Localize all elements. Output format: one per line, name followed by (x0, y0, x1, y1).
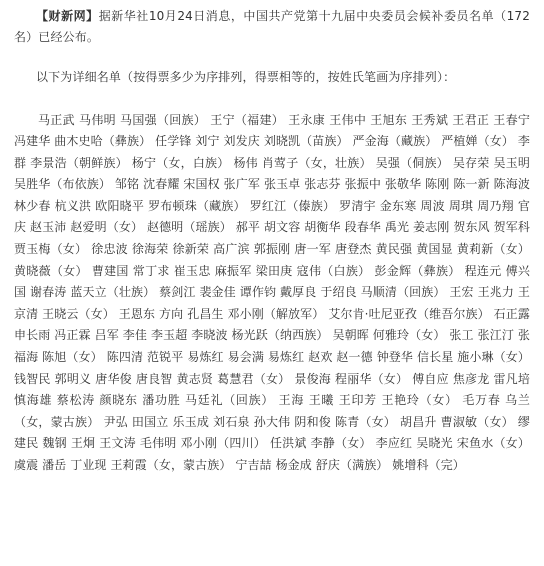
article-intro (14, 6, 530, 47)
intro-text: 据新华社10月24日消息，中国共产党第十九届中央委员会候补委员名单（172名）已经公布。 (14, 9, 530, 44)
source-tag: 【财新网】 (36, 9, 99, 23)
name-list: 马正武 马伟明 马国强（回族） 王宁（福建） 王永康 王伟中 王旭东 王秀斌 王君正 王春宁 冯建华 曲木史哈（彝族） 任学锋 刘宁 刘发庆 刘晓凯（苗族） 严金海（藏族） 严植婵（女） 李群 李景浩（朝鲜族） 杨宁（女，白族） 杨伟 肖莺子（女，壮族） 吴强（侗族） 吴存荣 吴玉明 吴胜华（布依族） 邹铭 沈春耀 宋国权 张广军 张玉卓 张志芬 张振中 张敬华 陈刚 陈一新 陈海波 林少春 杭义洪 欧阳晓平 罗布顿珠（藏族） 罗红江（傣族） 罗清宇 金东寒 周波 周琪 周乃翔 官庆 赵玉沛 赵爱明（女） 赵德明（瑶族） 郝平 胡文容 胡衡华 段春华 禹光 姜志刚 贺东风 贺军科 贾玉梅（女） 徐忠波 徐海荣 徐新荣 高广滨 郭振刚 唐一军 唐登杰 黄民强 黄国显 黄莉新（女） 黄晓薇（女） 曹建国 常丁求 崔玉忠 麻振军 梁田庚 寇伟（白族） 彭金辉（彝族） 程连元 傅兴国 谢春涛 蓝天立（壮族） 蔡剑江 裴金佳 谭作钧 戴厚良 于绍良 马顺清（回族） 王宏 王兆力 王京清 王晓云（女） 王恩东 方向 孔昌生 邓小刚（解放军） 艾尔肯·吐尼亚孜（维吾尔族） 石正露 申长雨 冯正霖 吕军 李佳 李玉超 李晓波 杨光跃（纳西族） 吴朝晖 何雅玲（女） 张工 张江汀 张福海 陈旭（女） 陈四清 范锐平 易炼红 易会满 易炼红 赵欢 赵一德 钟登华 信长星 施小琳（女） 钱智民 郭明义 唐华俊 唐良智 黄志贤 葛慧君（女） 景俊海 程丽华（女） 傅自应 焦彦龙 雷凡培 慎海雄 蔡松涛 颜晓东 潘功胜 马廷礼（回族） 王海 王曦 王印芳 王艳玲（女） 毛万春 乌兰（女，蒙古族） 尹弘 田国立 乐玉成 刘石泉 孙大伟 阴和俊 陈青（女） 胡昌升 曹淑敏（女） 缪建民 魏钢 王炯 王文涛 毛伟明 邓小刚（四川） 任洪斌 李静（女） 李应红 吴晓光 宋鱼水（女） 虞震 潘岳 丁业现 王莉霞（女，蒙古族） 宁吉喆 杨金成 舒庆（满族） 姚增科（完） (14, 112, 530, 472)
list-order-note: 以下为详细名单（按得票多少为序排列，得票相等的，按姓氏笔画为序排列）： (36, 70, 456, 84)
